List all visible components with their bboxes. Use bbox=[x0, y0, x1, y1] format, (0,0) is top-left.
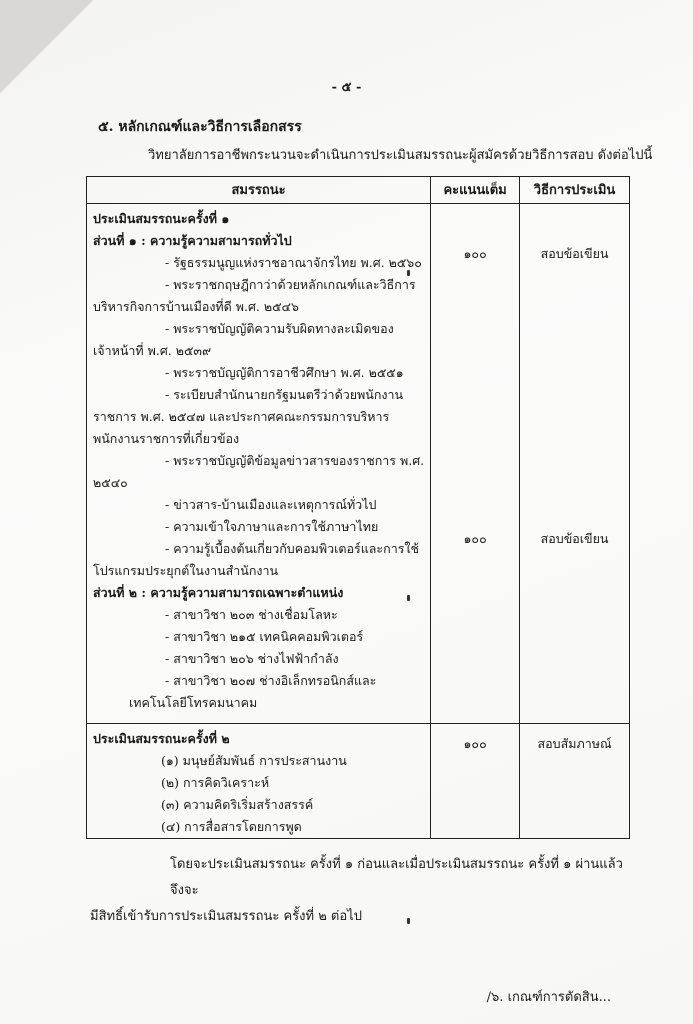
list-item: (๑) มนุษย์สัมพันธ์ การประสานงาน bbox=[161, 753, 347, 768]
list-item: ราชการ พ.ศ. ๒๕๔๗ และประกาศคณะกรรมการบริหาร bbox=[93, 409, 390, 424]
list-item: บริหารกิจการบ้านเมืองที่ดี พ.ศ. ๒๕๔๖ bbox=[93, 299, 299, 314]
list-item: - พระราชบัญญัติการอาชีวศึกษา พ.ศ. ๒๕๕๑ bbox=[165, 365, 404, 380]
list-item: - ความรู้เบื้องต้นเกี่ยวกับคอมพิวเตอร์และการใช้ bbox=[165, 541, 420, 556]
table-row bbox=[87, 204, 630, 724]
footer-paragraph bbox=[90, 852, 630, 930]
header-method: วิธีการประเมิน bbox=[520, 177, 630, 204]
assessment2-title: ประเมินสมรรถนะครั้งที่ ๒ bbox=[93, 731, 230, 746]
part2-method: สอบข้อเขียน bbox=[540, 531, 609, 546]
assessment1-method-cell bbox=[520, 204, 630, 724]
list-item: - ข่าวสาร-บ้านเมืองและเหตุการณ์ทั่วไป bbox=[165, 497, 377, 512]
intro-text: วิทยาลัยการอาชีพกระนวนจะดำเนินการประเมินสมรรถนะผู้สมัครด้วยวิธีการสอบ ดังต่อไปนี้ bbox=[148, 148, 653, 163]
footer-line-1: โดยจะประเมินสมรรถนะ ครั้งที่ ๑ ก่อนและเมื่อประเมินสมรรถนะ ครั้งที่ ๑ ผ่านแล้ว จึงจะ bbox=[170, 857, 623, 898]
assessment2-score: ๑๐๐ bbox=[431, 724, 520, 839]
competency-table bbox=[86, 176, 630, 839]
list-item: - พระราชบัญญัติความรับผิดทางละเมิดของ bbox=[165, 321, 394, 336]
list-item: - รัฐธรรมนูญแห่งราชอาณาจักรไทย พ.ศ. ๒๕๖๐ bbox=[165, 255, 422, 270]
list-item: - สาขาวิชา ๒๐๗ ช่างอิเล็กทรอนิกส์และ bbox=[165, 673, 377, 688]
header-competency: สมรรถนะ bbox=[87, 177, 431, 204]
list-item: - สาขาวิชา ๒๐๓ ช่างเชื่อมโลหะ bbox=[165, 607, 338, 622]
list-item: เจ้าหน้าที่ พ.ศ. ๒๕๓๙ bbox=[93, 343, 212, 358]
list-item: - พระราชบัญญัติข้อมูลข่าวสารของราชการ พ.ศ. bbox=[165, 453, 425, 468]
list-item: - ระเบียบสำนักนายกรัฐมนตรีว่าด้วยพนักงาน bbox=[165, 387, 404, 402]
assessment2-method: สอบสัมภาษณ์ bbox=[520, 724, 630, 839]
list-item: เทคโนโลยีโทรคมนาคม bbox=[129, 695, 258, 710]
part1-method: สอบข้อเขียน bbox=[540, 246, 609, 261]
table-header-row bbox=[87, 177, 630, 204]
assessment1-cell bbox=[87, 204, 431, 724]
list-item: (๔) การสื่อสารโดยการพูด bbox=[161, 819, 302, 834]
part1-title: ส่วนที่ ๑ : ความรู้ความสามารถทั่วไป bbox=[93, 233, 292, 248]
list-item: (๒) การคิดวิเคราะห์ bbox=[161, 775, 270, 790]
list-item: - ความเข้าใจภาษาและการใช้ภาษาไทย bbox=[165, 519, 379, 534]
part2-title: ส่วนที่ ๒ : ความรู้ความสามารถเฉพาะตำแหน่ง bbox=[93, 585, 344, 600]
header-full-score: คะแนนเต็ม bbox=[431, 177, 520, 204]
assessment2-cell bbox=[87, 724, 431, 839]
part2-score: ๑๐๐ bbox=[463, 531, 487, 546]
next-page-reference: /๖. เกณฑ์การตัดสิน... bbox=[486, 990, 611, 1005]
scan-speck bbox=[407, 595, 410, 601]
part1-score: ๑๐๐ bbox=[463, 246, 487, 261]
assessment1-score-cell bbox=[431, 204, 520, 724]
list-item: (๓) ความคิดริเริ่มสร้างสรรค์ bbox=[161, 797, 314, 812]
list-item: ๒๕๔๐ bbox=[93, 475, 128, 490]
page-number: - ๕ - bbox=[331, 80, 362, 95]
scan-speck bbox=[407, 918, 410, 924]
footer-line-2: มีสิทธิ์เข้ารับการประเมินสมรรถนะ ครั้งที่ ๒ ต่อไป bbox=[90, 909, 362, 924]
list-item: - สาขาวิชา ๒๑๕ เทคนิคคอมพิวเตอร์ bbox=[165, 629, 364, 644]
section-title: ๕. หลักเกณฑ์และวิธีการเลือกสรร bbox=[98, 119, 302, 135]
list-item: โปรแกรมประยุกต์ในงานสำนักงาน bbox=[93, 563, 279, 578]
list-item: พนักงานราชการที่เกี่ยวข้อง bbox=[93, 431, 240, 446]
list-item: - สาขาวิชา ๒๐๖ ช่างไฟฟ้ากำลัง bbox=[165, 651, 339, 666]
list-item: - พระราชกฤษฎีกาว่าด้วยหลักเกณฑ์และวิธีการ bbox=[165, 277, 416, 292]
table-row bbox=[87, 724, 630, 839]
scan-speck bbox=[407, 270, 410, 276]
assessment1-title: ประเมินสมรรถนะครั้งที่ ๑ bbox=[93, 211, 230, 226]
